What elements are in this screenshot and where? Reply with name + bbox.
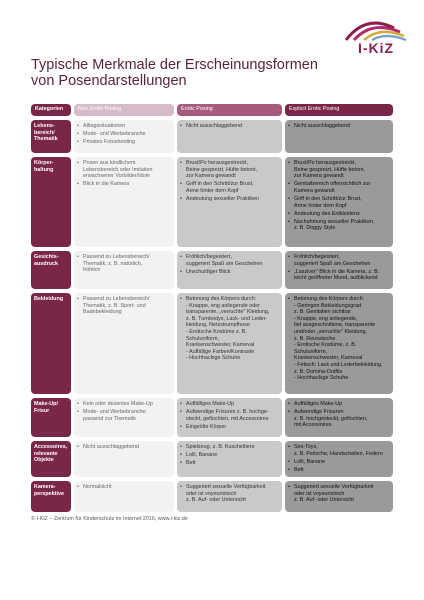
bullet-list xyxy=(180,484,279,504)
row-category-label: Gesichts- ausdruck xyxy=(31,251,71,289)
bullet-item: • „Lasziver" Blick in die Kamera, z. B. leicht geöffneter Mund, aufblickend xyxy=(288,269,390,282)
page-title-line2: von Posendarstellungen xyxy=(31,73,187,89)
bullet-item: • Lolli, Banane xyxy=(180,452,279,459)
bullet-item: • Privates Fotoshooting xyxy=(77,139,171,146)
cell-c2 xyxy=(177,293,282,394)
table-row xyxy=(31,157,393,247)
logo-arcs-icon xyxy=(338,14,410,42)
cell-c3 xyxy=(285,157,393,247)
bullet-list xyxy=(180,123,279,130)
bullet-item: • Aufwendige Frisuren z. B. hochge- steckt, geflochten, mit Accessoires xyxy=(180,409,279,422)
bullet-list xyxy=(180,254,279,275)
bullet-list xyxy=(288,484,390,504)
row-category-label: Bekleidung xyxy=(31,293,71,394)
bullet-item: • Passend zu Lebensbereich/ Thematik, z. B. natürlich, fröhlich xyxy=(77,254,171,274)
bullet-item: • Nicht ausschlaggebend xyxy=(77,444,171,451)
bullet-item: • Aufwendige Frisuren z. B. hochgesteckt, geflochten, mit Accessoires xyxy=(288,409,390,429)
row-category-label: Make-Up/ Frisur xyxy=(31,398,71,437)
header-erotic: Erotic Posing xyxy=(177,104,282,116)
cell-c3 xyxy=(285,398,393,437)
logo-text: I-KiZ xyxy=(357,40,395,56)
row-category-label: Accessoires, relevante Objekte xyxy=(31,441,71,477)
bullet-item: • Betonung des Körpers durch: - Knappe, eng anliegende oder transparente, „verruchte" Kleidung, z. B. Turnbodys, Lack- und Leder- kleidung, Netzstrumpfhose - Erotische Kostüme z. B. Schuluniform, Krankenschwester, Karneval - Auffällige Farben/Kontraste - Hochhackige Schuhe xyxy=(180,296,279,362)
bullet-item: • Auffälliges Make-Up xyxy=(288,401,390,408)
bullet-item: • Passend zu Lebensbereich/ Thematik, z. B. Sport- und Badebekleidung xyxy=(77,296,171,316)
row-category-label: Lebens- bereich/ Thematik xyxy=(31,120,71,153)
copyright-footer: © I-KiZ – Zentrum für Kinderschutz im Internet 2016, www.i-kiz.de xyxy=(31,516,188,522)
bullet-list xyxy=(288,296,390,382)
page-title xyxy=(31,57,331,89)
bullet-item: • Andeutung des Entkleidens xyxy=(288,211,390,218)
table-row xyxy=(31,481,393,512)
bullet-item: • Fröhlich/begeistert, suggeriert Spaß am Geschehen xyxy=(180,254,279,267)
table-row xyxy=(31,398,393,437)
header-non-erotic: Non Erotic Posing xyxy=(74,104,174,116)
feature-table xyxy=(31,104,393,516)
bullet-list xyxy=(180,444,279,467)
header-explicit: Explicit Erotic Posing xyxy=(285,104,393,116)
bullet-item: • Bett xyxy=(180,460,279,467)
bullet-item: • Mode- und Werbebranche xyxy=(77,131,171,138)
bullet-item: • Alltagssituationen xyxy=(77,123,171,130)
bullet-item: • Betonung des Körpers durch: - Geringen Bekleidungsgrad z. B. Genitalien sichtbar - Knappe, eng anliegende, tief ausgeschnittene, transparente und/oder „verruchte" Kleidung, z. B. Reizwäsche - Erotische Kostüme, z. B. Schuluniform, Krankenschwester, Karneval - Fetisch: Lack und Lederbekleidung, z. B. Domina-Outfits - Hochhackige Schuhe xyxy=(288,296,390,382)
bullet-item: • Mode- und Werbebranche: passend zur Thematik xyxy=(77,409,171,422)
bullet-item: • Sex-Toys, z. B. Peitsche, Handschellen, Federn xyxy=(288,444,390,457)
bullet-item: • Posen aus kindlichem Lebensbereich oder Imitation erwachsener Vorbilder/Idole xyxy=(77,160,171,180)
cell-c1 xyxy=(74,157,174,247)
bullet-item: • Normalsicht xyxy=(77,484,171,491)
bullet-list xyxy=(77,296,171,316)
table-body xyxy=(31,120,393,512)
cell-c2 xyxy=(177,251,282,289)
cell-c2 xyxy=(177,120,282,153)
cell-c1 xyxy=(74,120,174,153)
cell-c2 xyxy=(177,481,282,512)
bullet-list xyxy=(77,444,171,451)
cell-c3 xyxy=(285,481,393,512)
bullet-item: • Suggeriert sexuelle Verfügbarkeit oder ist voyeuristisch z. B. Auf- oder Untersicht xyxy=(180,484,279,504)
table-row xyxy=(31,120,393,153)
bullet-list xyxy=(288,160,390,232)
bullet-list xyxy=(288,444,390,473)
bullet-item: • Griff in den Schritt/zur Brust, Arme hinter dem Kopf xyxy=(288,196,390,209)
cell-c3 xyxy=(285,441,393,477)
bullet-item: • Auffälliges Make-Up xyxy=(180,401,279,408)
bullet-item: • Nicht ausschlaggebend xyxy=(180,123,279,130)
bullet-list xyxy=(77,254,171,274)
bullet-item: • Nicht ausschlaggebend xyxy=(288,123,390,130)
logo xyxy=(338,14,410,62)
bullet-list xyxy=(180,401,279,430)
bullet-item: • Andeutung sexueller Praktiken xyxy=(180,196,279,203)
cell-c3 xyxy=(285,120,393,153)
bullet-list xyxy=(288,401,390,429)
cell-c1 xyxy=(74,293,174,394)
bullet-list xyxy=(77,123,171,146)
bullet-item: • Fröhlich/begeistert, suggeriert Spaß am Geschehen xyxy=(288,254,390,267)
bullet-item: • Bett xyxy=(288,467,390,474)
header-categories: Kategorien xyxy=(31,104,71,116)
row-category-label: Kamera- perspektive xyxy=(31,481,71,512)
cell-c2 xyxy=(177,398,282,437)
cell-c1 xyxy=(74,441,174,477)
bullet-item: • Unschuldiger Blick xyxy=(180,269,279,276)
bullet-item: • Blick in die Kamera xyxy=(77,181,171,188)
cell-c2 xyxy=(177,441,282,477)
cell-c3 xyxy=(285,293,393,394)
bullet-list xyxy=(180,296,279,362)
table-row xyxy=(31,251,393,289)
bullet-item: • Brust/Po herausgestreckt, Beine gespreizt, Hüfte betont, zur Kamera gewandt xyxy=(180,160,279,180)
bullet-item: • Lolli, Banane xyxy=(288,459,390,466)
table-row xyxy=(31,441,393,477)
bullet-list xyxy=(77,160,171,188)
cell-c1 xyxy=(74,481,174,512)
bullet-item: • Brust/Po herausgestreckt, Beine gespreizt, Hüfte betont, zur Kamera gewandt xyxy=(288,160,390,180)
table-row xyxy=(31,293,393,394)
bullet-item: • Spielzeug, z. B. Kuscheltiere xyxy=(180,444,279,451)
bullet-list xyxy=(288,254,390,282)
bullet-list xyxy=(77,401,171,422)
cell-c1 xyxy=(74,251,174,289)
cell-c1 xyxy=(74,398,174,437)
page-title-line1: Typische Merkmale der Erscheinungsformen xyxy=(31,57,318,73)
bullet-item: • Genitalbereich offensichtlich zur Kamera gewandt xyxy=(288,181,390,194)
bullet-item: • Kein oder dezentes Make-Up xyxy=(77,401,171,408)
bullet-list xyxy=(288,123,390,130)
bullet-item: • Griff in den Schritt/zur Brust, Arme hinter dem Kopf xyxy=(180,181,279,194)
cell-c3 xyxy=(285,251,393,289)
bullet-item: • Suggeriert sexuelle Verfügbarkeit oder ist voyeuristisch z. B. Auf- oder Untersicht xyxy=(288,484,390,504)
bullet-list xyxy=(180,160,279,203)
bullet-list xyxy=(77,484,171,491)
bullet-item: • Eingeölte Körper xyxy=(180,424,279,431)
table-header xyxy=(31,104,393,116)
row-category-label: Körper- haltung xyxy=(31,157,71,247)
bullet-item: • Nachahmung sexueller Praktiken, z. B. Doggy Style xyxy=(288,219,390,232)
cell-c2 xyxy=(177,157,282,247)
